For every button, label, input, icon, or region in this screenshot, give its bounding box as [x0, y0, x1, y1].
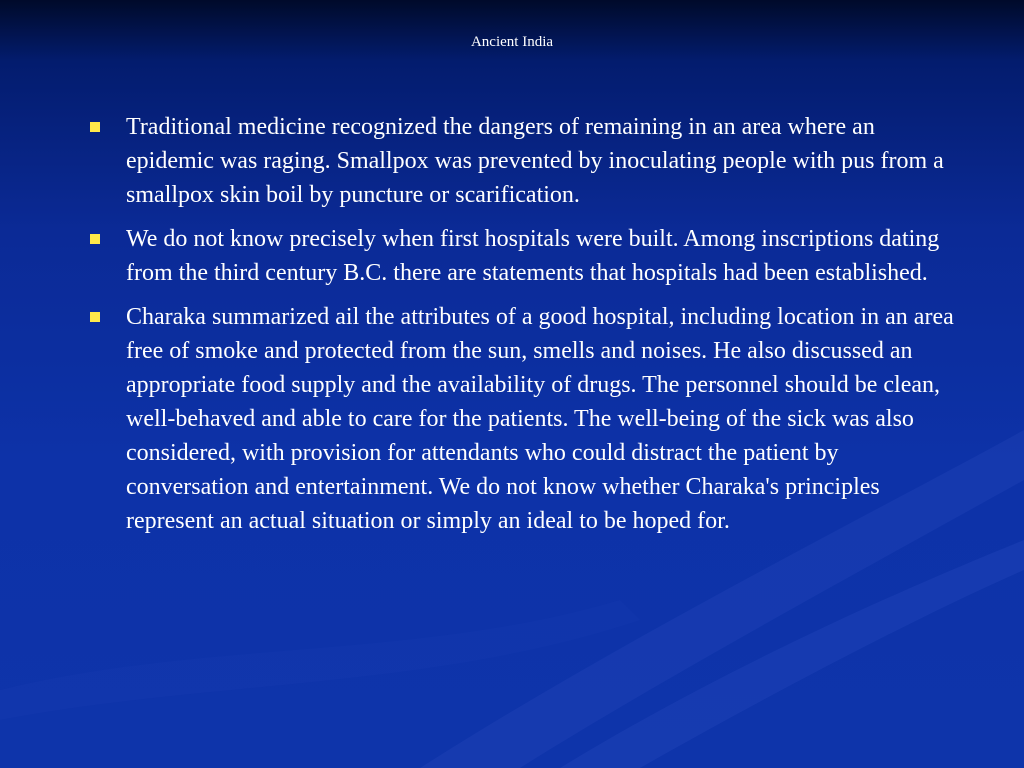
bullet-item: [84, 222, 954, 290]
square-bullet-icon: [84, 300, 126, 334]
square-bullet-icon: [84, 110, 126, 144]
bullet-text: Traditional medicine recognized the dangers of remaining in an area where an epidemic was raging. Smallpox was prevented by inoculating people with pus from a smallpox skin boil by puncture or scarification.: [126, 114, 944, 208]
bullet-text: We do not know precisely when first hospitals were built. Among inscriptions dating from the third century B.C. there are statements that hospitals had been established.: [126, 226, 940, 286]
bullet-item: [84, 300, 954, 538]
bullet-text: Charaka summarized ail the attributes of a good hospital, including location in an area free of smoke and protected from the sun, smells and noises. He also discussed an appropriate food supply and the availability of drugs. The personnel should be clean, well-behaved and able to care for the patients. The well-being of the sick was also considered, with provision for attendants who could distract the patient by conversation and entertainment. We do not know whether Charaka's principles represent an actual situation or simply an ideal to be hoped for.: [126, 304, 954, 534]
bullet-list: [84, 110, 954, 548]
slide-title: Ancient India: [470, 34, 554, 50]
bullet-item: [84, 110, 954, 212]
square-bullet-icon: [84, 222, 126, 256]
